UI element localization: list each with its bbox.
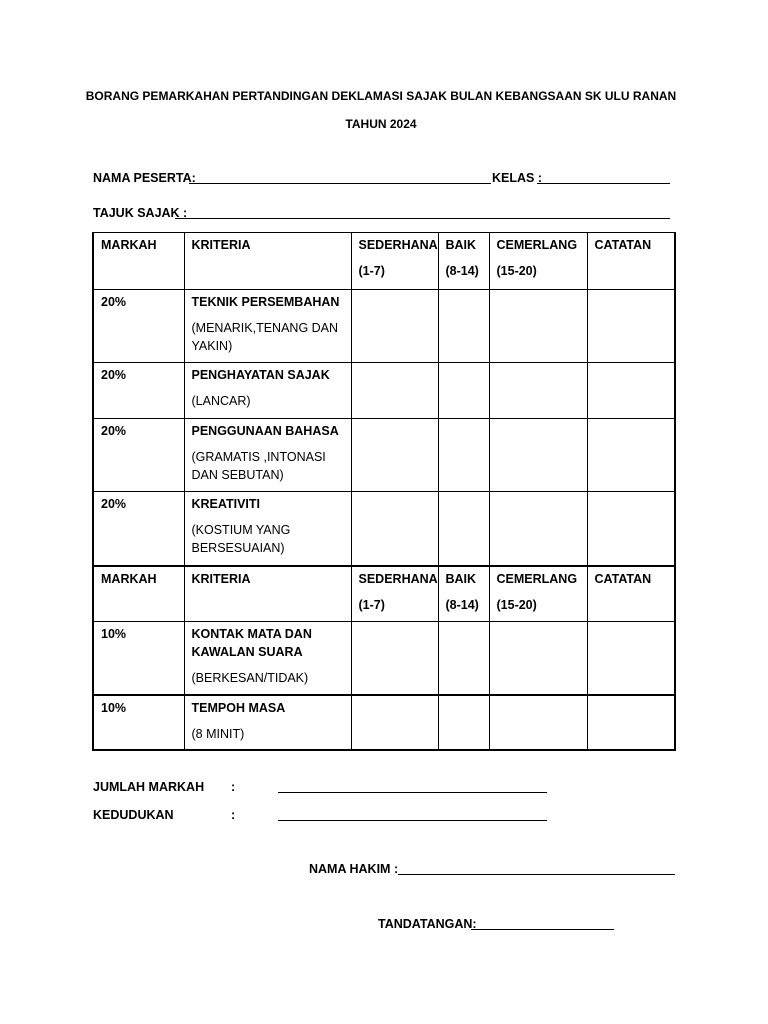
header-cemerlang <box>489 233 587 290</box>
kedudukan-colon: : <box>231 808 236 822</box>
tandatangan-line[interactable] <box>471 929 614 930</box>
row-kriteria-desc: (MENARIK,TENANG DAN YAKIN) <box>191 321 339 353</box>
row-kriteria <box>184 290 351 363</box>
score-baik-cell[interactable] <box>438 290 489 363</box>
score-sederhana-cell[interactable] <box>351 492 438 566</box>
catatan-cell[interactable] <box>587 492 675 566</box>
tajuk-sajak-line[interactable] <box>175 218 670 219</box>
score-baik-cell[interactable] <box>438 492 489 566</box>
header-markah: MARKAH <box>93 233 184 290</box>
row-kriteria-title: TEMPOH MASA <box>191 700 286 715</box>
jumlah-markah-line[interactable] <box>278 792 547 793</box>
score-sederhana-cell[interactable] <box>351 695 438 750</box>
jumlah-markah-label: JUMLAH MARKAH <box>93 780 205 794</box>
score-cemerlang-cell[interactable] <box>489 290 587 363</box>
score-sederhana-cell[interactable] <box>351 419 438 492</box>
header-sederhana-label: SEDERHANA <box>358 571 438 586</box>
row-markah: 10% <box>93 695 184 750</box>
header-baik-range: (8-14) <box>445 597 479 612</box>
score-cemerlang-cell[interactable] <box>489 695 587 750</box>
row-kriteria <box>184 363 351 419</box>
table-row <box>93 492 675 566</box>
form-title: BORANG PEMARKAHAN PERTANDINGAN DEKLAMASI SAJAK BULAN KEBANGSAAN SK ULU RANAN <box>85 89 677 103</box>
nama-hakim-line[interactable] <box>398 874 675 875</box>
header-cemerlang <box>489 566 587 622</box>
catatan-cell[interactable] <box>587 695 675 750</box>
table-row <box>93 695 675 750</box>
score-baik-cell[interactable] <box>438 695 489 750</box>
row-kriteria-title: TEKNIK PERSEMBAHAN <box>191 295 340 309</box>
header-catatan: CATATAN <box>587 566 675 622</box>
table-row <box>93 290 675 363</box>
jumlah-markah-colon: : <box>231 780 236 794</box>
row-markah: 10% <box>93 622 184 695</box>
header-kriteria: KRITERIA <box>184 566 351 622</box>
header-markah: MARKAH <box>93 566 184 622</box>
header-cemerlang-range: (15-20) <box>496 597 537 612</box>
header-baik-label: BAIK <box>445 571 477 586</box>
header-sederhana <box>351 566 438 622</box>
nama-hakim-label: NAMA HAKIM : <box>309 862 399 876</box>
row-kriteria <box>184 695 351 750</box>
header-baik <box>438 233 489 290</box>
table-row <box>93 363 675 419</box>
row-kriteria <box>184 492 351 566</box>
header-cemerlang-range: (15-20) <box>496 264 537 278</box>
row-kriteria-title: KONTAK MATA DAN KAWALAN SUARA <box>191 627 312 659</box>
header-baik <box>438 566 489 622</box>
kedudukan-line[interactable] <box>278 820 547 821</box>
score-baik-cell[interactable] <box>438 363 489 419</box>
header-sederhana <box>351 233 438 290</box>
row-markah: 20% <box>93 363 184 419</box>
row-kriteria <box>184 622 351 695</box>
form-year: TAHUN 2024 <box>345 117 417 131</box>
row-markah: 20% <box>93 290 184 363</box>
kelas-line[interactable] <box>537 183 670 184</box>
header-baik-label: BAIK <box>445 238 477 252</box>
table-row <box>93 419 675 492</box>
row-markah: 20% <box>93 492 184 566</box>
score-baik-cell[interactable] <box>438 622 489 695</box>
header-baik-range: (8-14) <box>445 264 479 278</box>
score-cemerlang-cell[interactable] <box>489 492 587 566</box>
scoring-table <box>92 232 676 751</box>
row-kriteria-desc: (GRAMATIS ,INTONASI DAN SEBUTAN) <box>191 450 326 482</box>
kedudukan-label: KEDUDUKAN <box>93 808 174 822</box>
row-kriteria-title: PENGHAYATAN SAJAK <box>191 368 330 382</box>
score-cemerlang-cell[interactable] <box>489 363 587 419</box>
tajuk-sajak-label: TAJUK SAJAK : <box>93 206 188 220</box>
nama-peserta-label: NAMA PESERTA: <box>93 171 196 185</box>
header-cemerlang-label: CEMERLANG <box>496 238 578 252</box>
score-sederhana-cell[interactable] <box>351 290 438 363</box>
tandatangan-label: TANDATANGAN: <box>378 917 477 931</box>
row-kriteria-title: PENGGUNAAN BAHASA <box>191 424 339 438</box>
score-baik-cell[interactable] <box>438 419 489 492</box>
header-sederhana-range: (1-7) <box>358 597 385 612</box>
header-sederhana-range: (1-7) <box>358 264 385 278</box>
table-header-row <box>93 233 675 290</box>
header-sederhana-label: SEDERHANA <box>358 238 438 252</box>
score-cemerlang-cell[interactable] <box>489 419 587 492</box>
score-cemerlang-cell[interactable] <box>489 622 587 695</box>
row-kriteria-desc: (BERKESAN/TIDAK) <box>191 671 309 685</box>
score-sederhana-cell[interactable] <box>351 622 438 695</box>
row-kriteria-title: KREATIVITI <box>191 497 261 511</box>
header-kriteria: KRITERIA <box>184 233 351 290</box>
kelas-label: KELAS : <box>492 171 542 185</box>
score-sederhana-cell[interactable] <box>351 363 438 419</box>
catatan-cell[interactable] <box>587 290 675 363</box>
row-markah: 20% <box>93 419 184 492</box>
catatan-cell[interactable] <box>587 363 675 419</box>
row-kriteria <box>184 419 351 492</box>
row-kriteria-desc: (8 MINIT) <box>191 726 245 741</box>
table-header-row <box>93 566 675 622</box>
nama-peserta-line[interactable] <box>189 183 491 184</box>
row-kriteria-desc: (KOSTIUM YANG BERSESUAIAN) <box>191 523 291 555</box>
catatan-cell[interactable] <box>587 622 675 695</box>
header-cemerlang-label: CEMERLANG <box>496 571 578 586</box>
row-kriteria-desc: (LANCAR) <box>191 394 251 408</box>
catatan-cell[interactable] <box>587 419 675 492</box>
table-row <box>93 622 675 695</box>
header-catatan: CATATAN <box>587 233 675 290</box>
